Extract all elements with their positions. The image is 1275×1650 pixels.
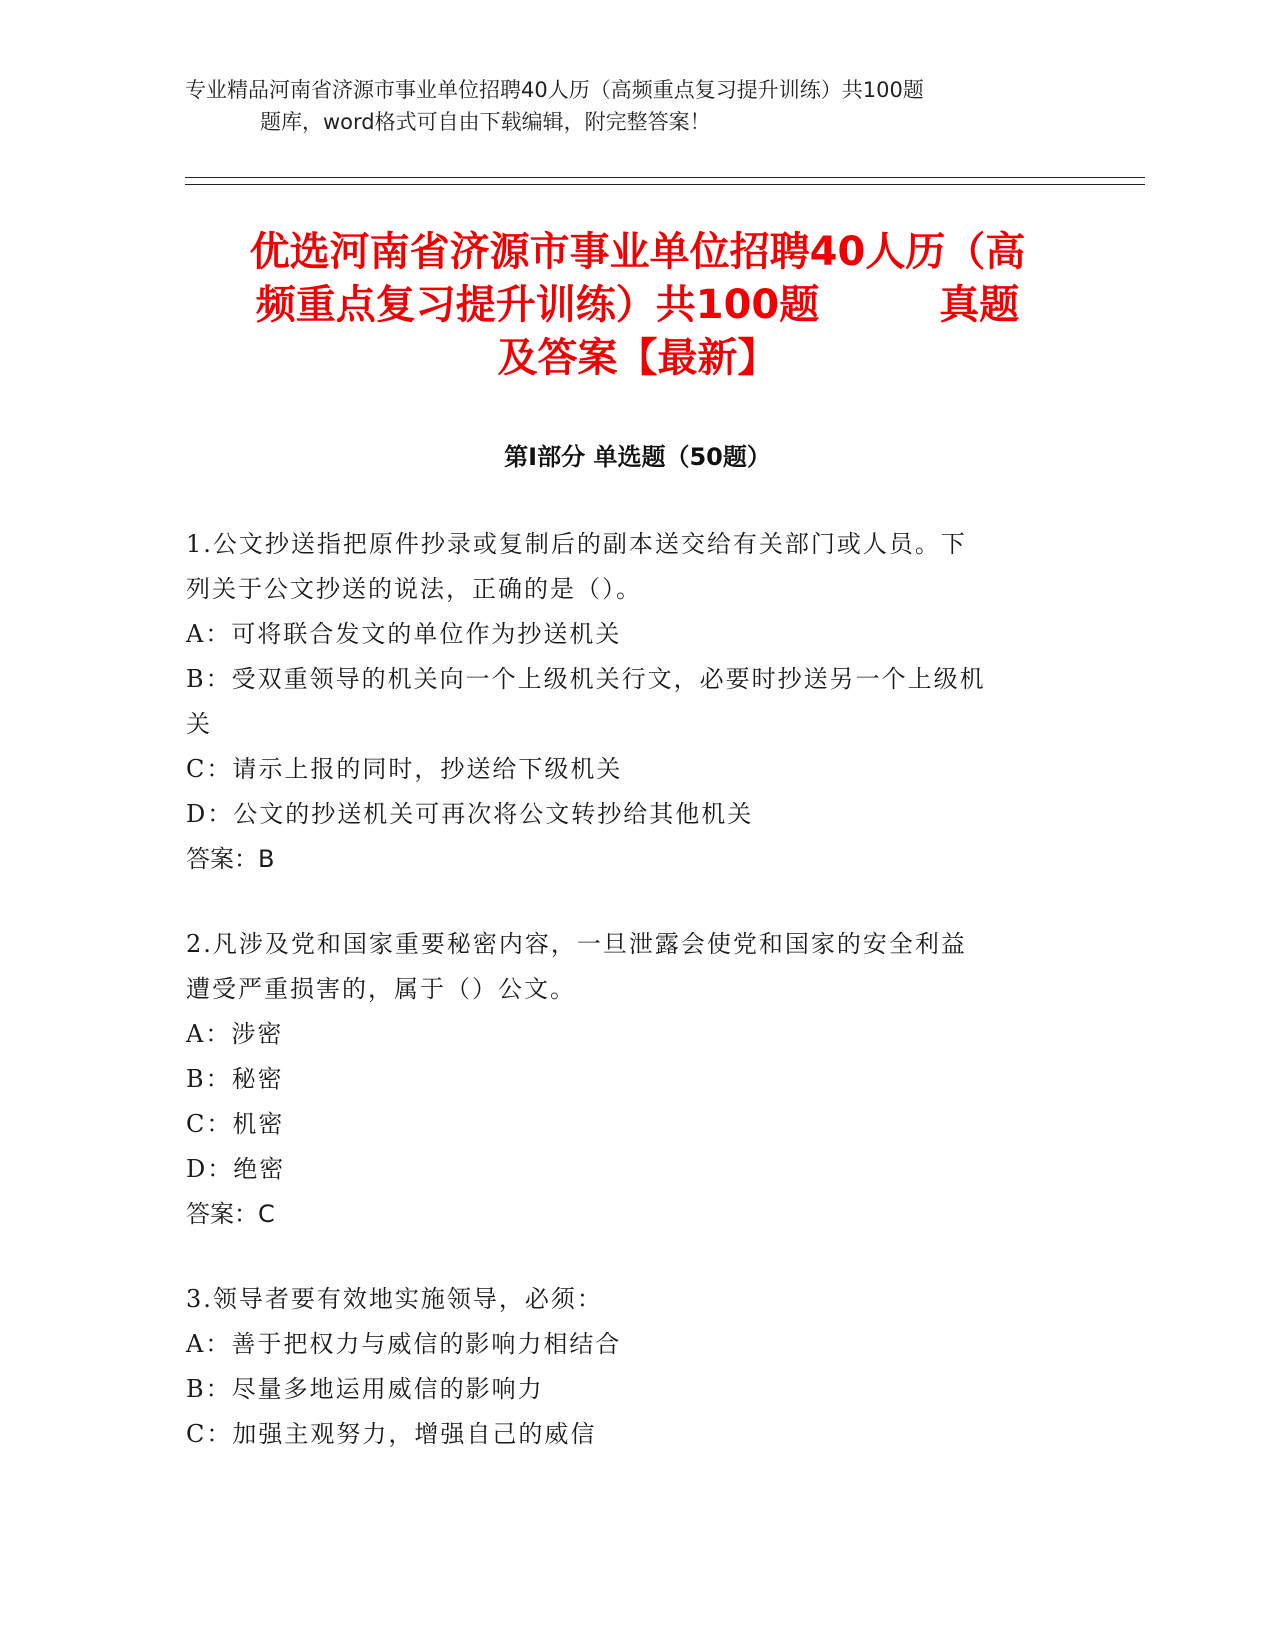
title-line-2: 频重点复习提升训练）共100题 真题 [255,282,1020,328]
question-3 [186,1277,1066,1457]
question-stem: 3.领导者要有效地实施领导，必须： [186,1285,603,1313]
header-line-2: 题库，word格式可自由下载编辑，附完整答案！ [260,110,711,134]
option-a: A：善于把权力与威信的影响力相结合 [186,1330,622,1358]
header-divider-bottom [185,184,1145,185]
answer-line: 答案：C [186,1200,275,1228]
title-line-1: 优选河南省济源市事业单位招聘40人历（高 [249,229,1026,275]
question-stem-continued: 遭受严重损害的，属于（）公文。 [186,975,576,1003]
answer-line: 答案：B [186,845,275,873]
header-divider-top [185,177,1145,178]
option-c: C：加强主观努力，增强自己的威信 [186,1420,597,1448]
question-list [186,522,1066,1497]
document-header [185,74,1085,138]
question-stem: 1.公文抄送指把原件抄录或复制后的副本送交给有关部门或人员。下 [186,530,967,558]
question-1 [186,522,1066,882]
option-b: B：尽量多地运用威信的影响力 [186,1375,544,1403]
document-title [185,226,1090,385]
option-d: D：公文的抄送机关可再次将公文转抄给其他机关 [186,800,754,828]
option-b-continued: 关 [186,710,212,738]
option-a: A：可将联合发文的单位作为抄送机关 [186,620,622,648]
option-b: B：受双重领导的机关向一个上级机关行文，必要时抄送另一个上级机 [186,665,986,693]
question-2 [186,922,1066,1237]
section-heading: 第Ⅰ部分 单选题（50题） [504,443,771,471]
question-stem-continued: 列关于公文抄送的说法，正确的是（）。 [186,575,642,603]
option-b: B：秘密 [186,1065,284,1093]
option-c: C：机密 [186,1110,285,1138]
option-d: D：绝密 [186,1155,286,1183]
option-a: A：涉密 [186,1020,284,1048]
header-line-1: 专业精品河南省济源市事业单位招聘40人历（高频重点复习提升训练）共100题 [185,78,924,102]
question-stem: 2.凡涉及党和国家重要秘密内容，一旦泄露会使党和国家的安全利益 [186,930,967,958]
option-c: C：请示上报的同时，抄送给下级机关 [186,755,623,783]
title-line-3: 及答案【最新】 [497,335,778,381]
